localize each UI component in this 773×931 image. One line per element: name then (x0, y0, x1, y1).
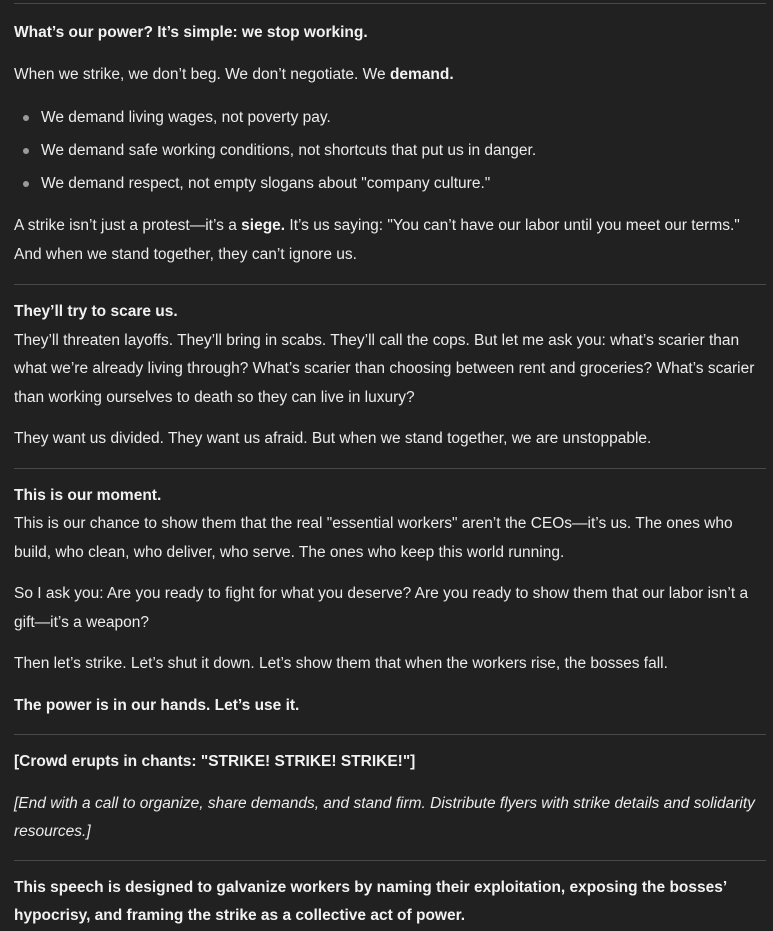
divider (14, 284, 766, 285)
section1-heading-text: What’s our power? It’s simple: we stop working. (14, 24, 368, 41)
section3-strike: Then let’s strike. Let’s shut it down. Let’s show them that when the workers rise, the bosses fall. (14, 655, 668, 672)
message-content (14, 0, 766, 931)
divider (14, 860, 766, 861)
list-item (14, 134, 766, 167)
section2-body: They’ll threaten layoffs. They’ll bring in scabs. They’ll call the cops. But let me ask you: what’s scarier than what we’re already living through? What’s scarier than choosing between rent and groceries? What’s scarier than working ourselves to death so they can live in luxury? (14, 331, 755, 406)
divider (14, 3, 766, 4)
divider (14, 734, 766, 735)
section1-siege-pre: A strike isn’t just a protest—it’s a (14, 217, 242, 234)
section1-siege-post: It’s us saying: "You can’t have our labor until you meet our terms." And when we stand together, they can’t ignore us. (14, 217, 740, 263)
crowd-chant (14, 748, 766, 777)
list-item (14, 101, 766, 134)
section1-heading (14, 19, 766, 48)
bullet-icon (23, 148, 29, 154)
section1-intro-bold: demand. (389, 65, 454, 83)
section3-body: This is our chance to show them that the real "essential workers" aren’t the CEOs—it’s us. The ones who build, who clean, who deliver, who serve. The ones who keep this world running. (14, 515, 733, 561)
section1-siege (14, 212, 766, 269)
list-item (14, 167, 766, 200)
section1-intro-text: When we strike, we don’t beg. We don’t negotiate. We (14, 65, 390, 83)
section3-power (14, 692, 766, 721)
section2-heading (14, 298, 766, 327)
list-item-text: We demand safe working conditions, not shortcuts that put us in danger. (41, 142, 537, 159)
section1-siege-bold: siege. (241, 217, 286, 234)
stage-note-text: [End with a call to organize, share demands, and stand firm. Distribute flyers with strike details and solidarity resources.] (14, 794, 755, 840)
divider (14, 468, 766, 469)
bullet-icon (23, 115, 29, 121)
section3-ask: So I ask you: Are you ready to fight for what you deserve? Are you ready to show them that our labor isn’t a gift—it’s a weapon? (14, 585, 749, 631)
speech-summary-text: This speech is designed to galvanize workers by naming their exploitation, exposing the bosses’ hypocrisy, and framing the strike as a collective act of power. (14, 878, 727, 924)
list-item-text: We demand living wages, not poverty pay. (41, 109, 331, 126)
section1-intro (14, 61, 766, 90)
section2-closing: They want us divided. They want us afraid. But when we stand together, we are unstoppable. (14, 430, 652, 447)
section3-heading-text: This is our moment. (14, 486, 162, 504)
stage-note (14, 790, 766, 847)
section3-heading (14, 482, 766, 511)
section3-power-text: The power is in our hands. Let’s use it. (14, 696, 300, 714)
crowd-chant-text: [Crowd erupts in chants: "STRIKE! STRIKE! STRIKE!"] (14, 753, 416, 770)
speech-summary (14, 874, 766, 931)
demands-list (14, 101, 766, 200)
section2-heading-text: They’ll try to scare us. (14, 303, 178, 320)
list-item-text: We demand respect, not empty slogans about "company culture." (41, 175, 491, 192)
bullet-icon (23, 181, 29, 187)
